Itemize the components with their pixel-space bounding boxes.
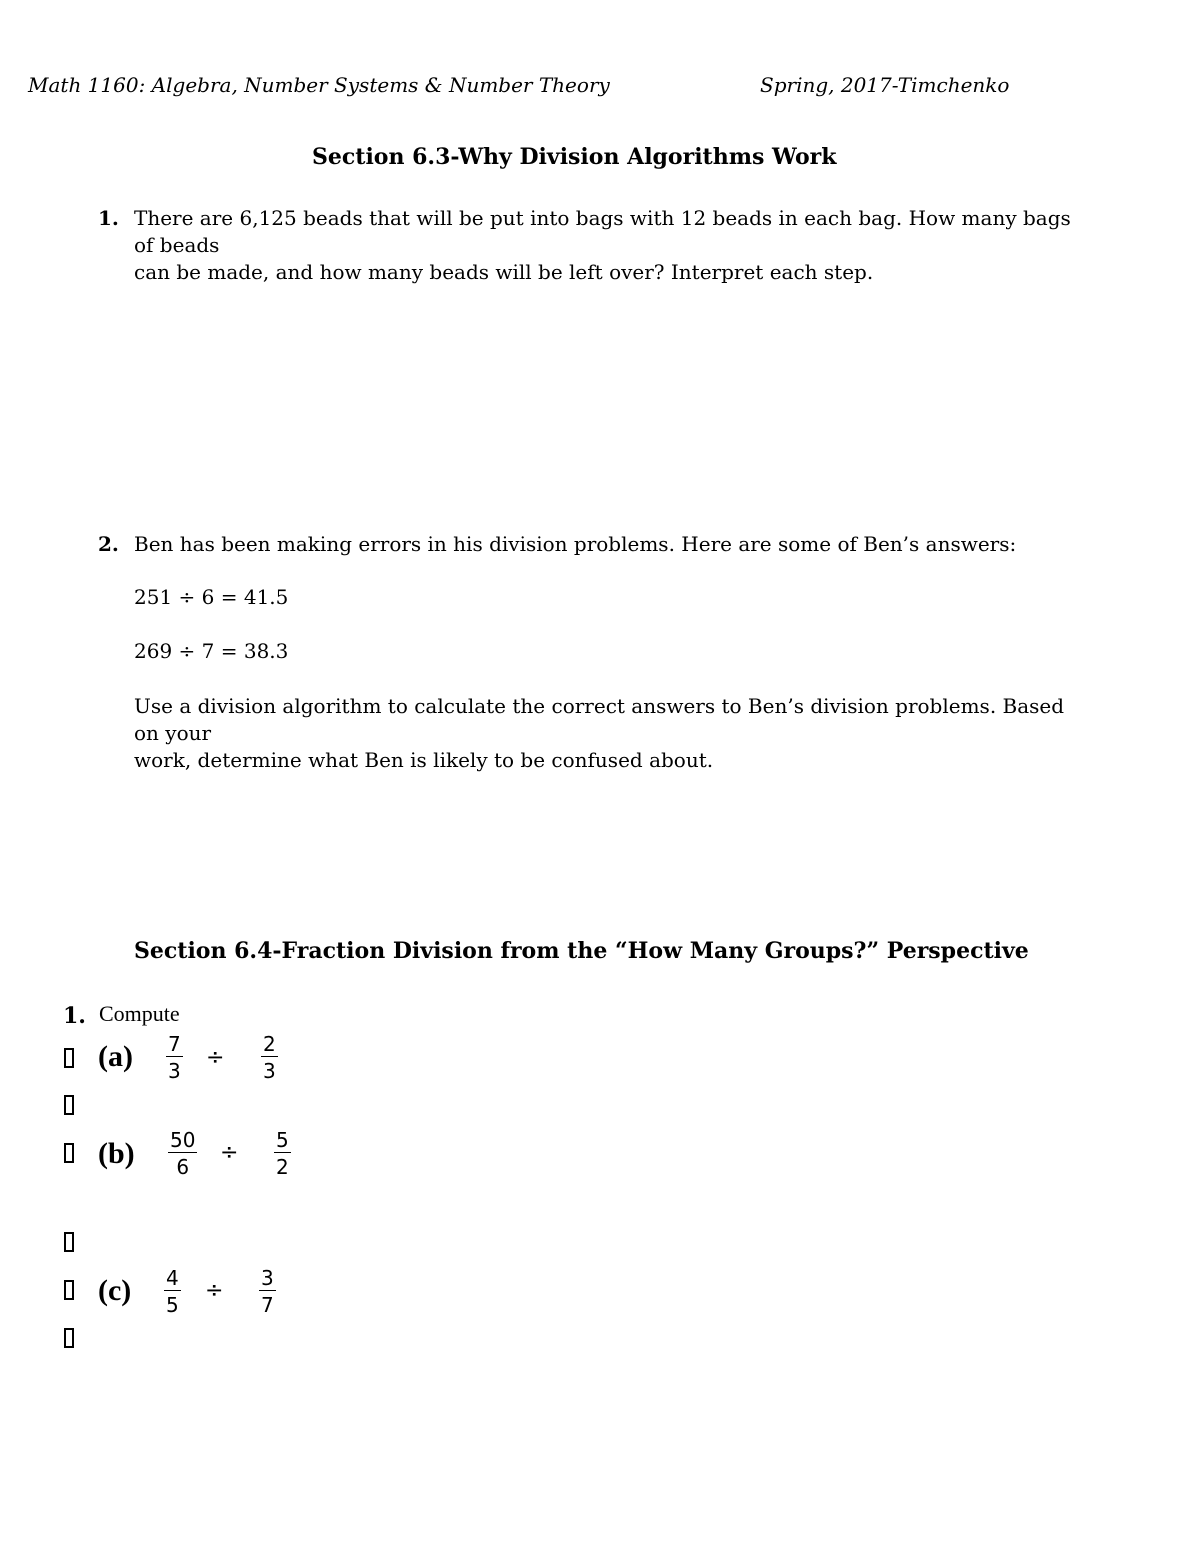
- placeholder-box-icon: [64, 1048, 74, 1068]
- placeholder-box-icon: [64, 1232, 74, 1252]
- equation: 251 ÷ 6 = 41.5: [134, 585, 289, 609]
- term-instructor: Spring, 2017-Timchenko: [760, 73, 1010, 97]
- division-operator: ÷: [220, 1140, 239, 1165]
- section-6-4-title: Section 6.4-Fraction Division from the “How Many Groups?” Perspective: [134, 938, 1029, 964]
- fraction: $\frac{50}{6}$: [170, 1128, 196, 1179]
- question-number: 2.: [98, 532, 119, 556]
- part-label: (a): [98, 1040, 133, 1073]
- placeholder-box-icon: [64, 1328, 74, 1348]
- division-operator: ÷: [205, 1278, 224, 1303]
- course-title: Math 1160: Algebra, Number Systems & Number Theory: [28, 73, 610, 97]
- question-number: 1.: [98, 206, 119, 230]
- question-text: There are 6,125 beads that will be put into bags with 12 beads in each bag. How many bags of beads can be made, and how many beads will be left over? Interpret each step.: [134, 206, 1071, 284]
- placeholder-box-icon: [64, 1280, 74, 1300]
- section-6-3-title: Section 6.3-Why Division Algorithms Work: [312, 144, 837, 170]
- placeholder-box-icon: [64, 1095, 74, 1115]
- question-number: 1.: [63, 1003, 86, 1029]
- part-label: (c): [98, 1274, 132, 1307]
- fraction: $\frac{3}{7}$: [261, 1266, 274, 1317]
- fraction: $\frac{5}{2}$: [276, 1128, 289, 1179]
- equation: 269 ÷ 7 = 38.3: [134, 639, 289, 663]
- fraction: $\frac{2}{3}$: [263, 1032, 276, 1083]
- division-operator: ÷: [206, 1045, 225, 1070]
- fraction: $\frac{7}{3}$: [168, 1032, 181, 1083]
- part-label: (b): [98, 1137, 135, 1170]
- question-text: Use a division algorithm to calculate the correct answers to Ben’s division problems. Based on your work, determine what Ben is likely to be confused about.: [134, 694, 1065, 772]
- compute-label: Compute: [99, 1001, 180, 1026]
- question-intro: Ben has been making errors in his division problems. Here are some of Ben’s answers:: [134, 532, 1017, 556]
- placeholder-box-icon: [64, 1143, 74, 1163]
- fraction: $\frac{4}{5}$: [166, 1266, 179, 1317]
